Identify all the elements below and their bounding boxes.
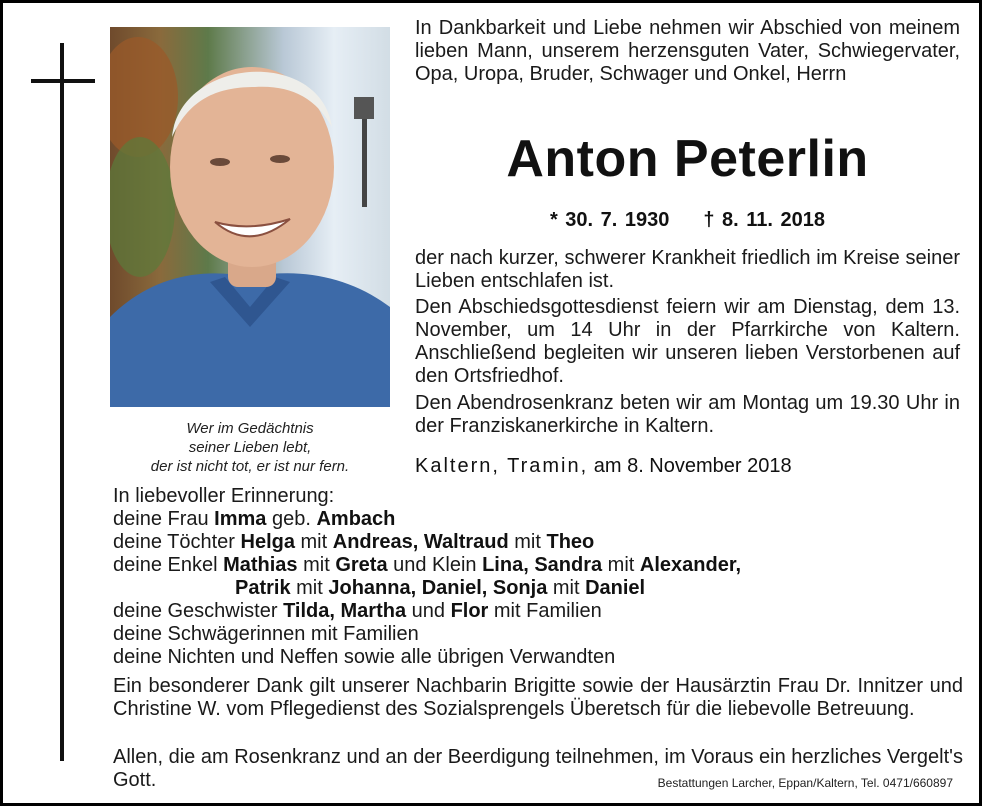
mourner-text: und Klein (387, 554, 483, 576)
mourner-text: und (406, 600, 451, 622)
mourner-text: deine Geschwister (113, 600, 284, 622)
notice-date: am 8. November 2018 (593, 455, 792, 477)
mourner-name: Lina, Sandra (482, 554, 603, 576)
mourner-name: Mathias (223, 554, 298, 576)
mourner-line-siblings (113, 600, 963, 623)
mourner-line-grandchildren-2 (113, 577, 963, 600)
birth-date: * 30. 7. 1930 (549, 209, 670, 231)
mourner-text: deine Enkel (113, 554, 224, 576)
cross-horizontal-bar (31, 79, 95, 83)
mourner-text: deine Frau (113, 508, 215, 530)
place-names: Kaltern, Tramin, (415, 455, 589, 477)
mourner-name: Flor (450, 600, 489, 622)
mourners-list (113, 485, 963, 669)
closing-thanks-text: Allen, die am Rosenkranz und an der Beerdigung teilnehmen, im Voraus ein herzliches Vergelt's Gott. (113, 746, 963, 791)
place-date (415, 455, 792, 478)
mourner-text: mit Familien (488, 600, 602, 622)
mourner-name: Theo (546, 531, 595, 553)
service-text: Den Abschiedsgottesdienst feiern wir am Dienstag, dem 13. November, um 14 Uhr in der Pfarrkirche von Kaltern. Anschließend begleiten wir unseren lieben Verstorbenen auf den Ortsfriedhof. (415, 296, 960, 387)
mourner-text: deine Töchter (113, 531, 241, 553)
rosary-text: Den Abendrosenkranz beten wir am Montag um 19.30 Uhr in der Franziskanerkirche in Kaltern. (415, 392, 960, 437)
mourner-text: mit (602, 554, 640, 576)
intro-text: In Dankbarkeit und Liebe nehmen wir Abschied von meinem lieben Mann, unserem herzensguten Vater, Schwiegervater, Opa, Uropa, Bruder, Schwager und Onkel, Herrn (415, 17, 960, 85)
mourner-text: mit (297, 554, 336, 576)
mourners-intro: In liebevoller Erinnerung: (113, 485, 335, 507)
mourner-line-wife (113, 508, 963, 531)
mourner-name: Greta (335, 554, 388, 576)
mourner-line-grandchildren (113, 554, 963, 577)
memorial-quote: Wer im Gedächtnis seiner Lieben lebt, der ist nicht tot, er ist nur fern. (150, 420, 350, 475)
mourner-name: Johanna, Daniel, Sonja (328, 577, 548, 599)
portrait-illustration (110, 27, 390, 407)
portrait-photo (110, 27, 390, 407)
mourner-name: Helga (240, 531, 295, 553)
mourner-text: mit (290, 577, 329, 599)
mourner-text: mit (294, 531, 333, 553)
mourner-name: Patrik (235, 577, 291, 599)
mourner-name: Andreas, Waltraud (332, 531, 509, 553)
thanks-text: Ein besonderer Dank gilt unserer Nachbarin Brigitte sowie der Hausärztin Frau Dr. Innitzer und Christine W. vom Pflegedienst des Sozialsprengels Überetsch für die liebevolle Betreuung. (113, 675, 963, 720)
life-dates (415, 209, 960, 232)
death-date: † 8. 11. 2018 (703, 209, 826, 231)
funeral-home-footer: Bestattungen Larcher, Eppan/Kaltern, Tel. 0471/660897 (657, 776, 953, 790)
mourner-line-daughters (113, 531, 963, 554)
mourner-line-sisters-in-law: deine Schwägerinnen mit Familien (113, 623, 419, 645)
mourner-line-relatives: deine Nichten und Neffen sowie alle übrigen Verwandten (113, 646, 616, 668)
mourner-name: Tilda, Martha (283, 600, 407, 622)
cross-vertical-bar (60, 43, 64, 761)
deceased-name: Anton Peterlin (506, 130, 869, 188)
mourner-text: mit (508, 531, 547, 553)
mourner-text: mit (547, 577, 586, 599)
passing-text: der nach kurzer, schwerer Krankheit friedlich im Kreise seiner Lieben entschlafen ist. (415, 247, 960, 292)
mourner-name: Imma (214, 508, 267, 530)
mourner-name: Ambach (316, 508, 396, 530)
mourner-text: geb. (266, 508, 317, 530)
mourner-name: Daniel (585, 577, 646, 599)
mourner-name: Alexander, (639, 554, 742, 576)
